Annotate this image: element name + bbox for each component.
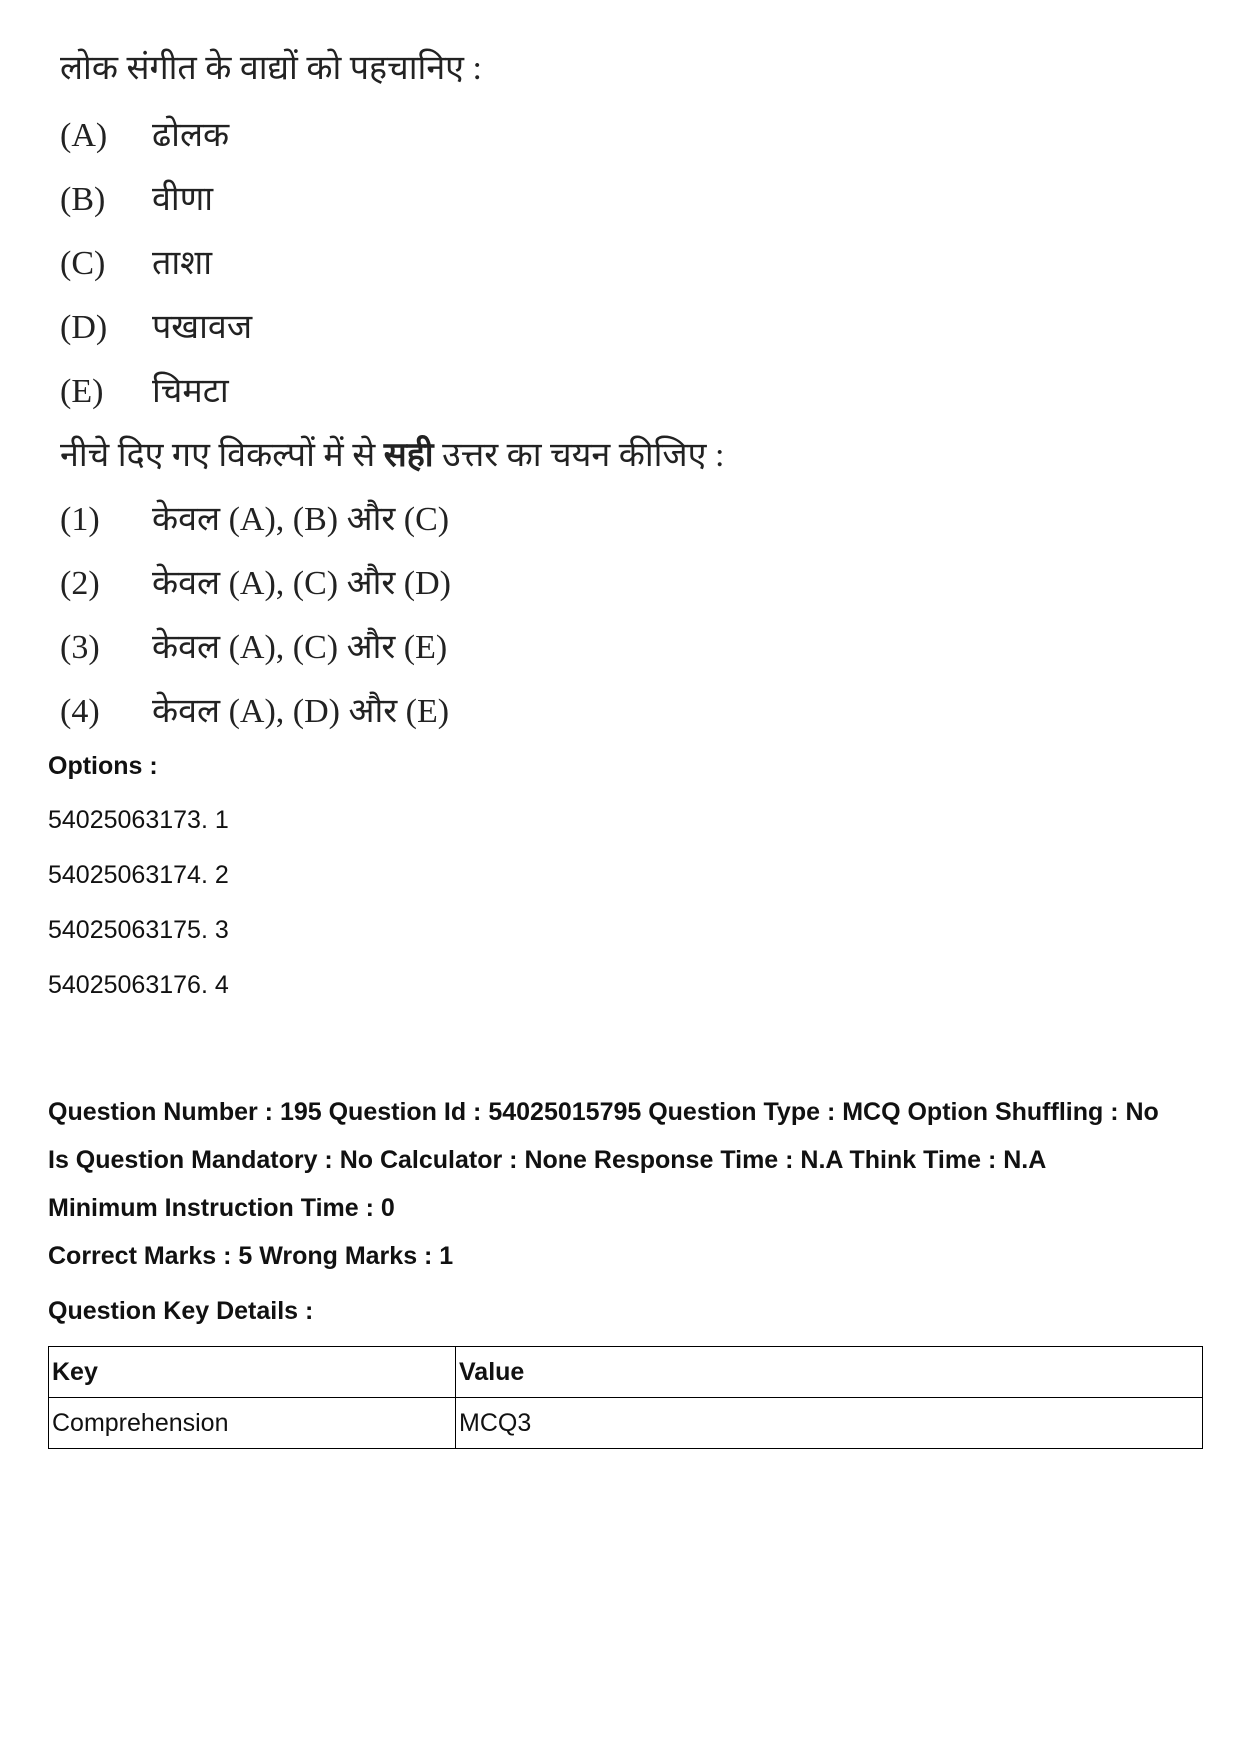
choice-text: केवल (A), (B) और (C) (152, 501, 450, 538)
question-info-line: Minimum Instruction Time : 0 (48, 1194, 395, 1222)
table-header-row (49, 1347, 1203, 1398)
choice-label: (2) (60, 565, 100, 602)
table-cell-value: MCQ3 (456, 1398, 1203, 1449)
answer-choice (60, 552, 880, 616)
table-header-value: Value (456, 1347, 1203, 1398)
table-row (49, 1398, 1203, 1449)
item-text: ताशा (152, 245, 213, 282)
item-label: (E) (60, 373, 104, 410)
instruction-post: उत्तर का चयन कीजिए : (433, 437, 725, 474)
item-label: (D) (60, 309, 108, 346)
table-cell-key: Comprehension (49, 1398, 456, 1449)
question-title: लोक संगीत के वाद्यों को पहचानिए : (60, 50, 482, 87)
question-item (60, 360, 880, 424)
question-instruction (60, 424, 880, 488)
option-item: 54025063176. 4 (48, 971, 229, 999)
choice-label: (4) (60, 693, 100, 730)
table-header-key: Key (49, 1347, 456, 1398)
question-info-line: Is Question Mandatory : No Calculator : None Response Time : N.A Think Time : N.A (48, 1146, 1047, 1174)
choice-text: केवल (A), (C) और (D) (152, 565, 451, 602)
answer-choice (60, 488, 880, 552)
option-item: 54025063174. 2 (48, 861, 229, 889)
item-label: (C) (60, 245, 106, 282)
option-item: 54025063175. 3 (48, 916, 229, 944)
question-item (60, 168, 880, 232)
choice-text: केवल (A), (D) और (E) (152, 693, 450, 730)
question-item (60, 104, 880, 168)
item-text: वीणा (152, 181, 214, 218)
question-info (48, 1088, 1218, 1232)
item-text: चिमटा (152, 373, 229, 410)
option-item: 54025063173. 1 (48, 806, 229, 834)
instruction-bold: सही (383, 437, 434, 474)
key-details-table (48, 1346, 1203, 1449)
choice-label: (3) (60, 629, 100, 666)
key-details-heading: Question Key Details : (48, 1297, 314, 1325)
question-item (60, 296, 880, 360)
marks-line: Correct Marks : 5 Wrong Marks : 1 (48, 1242, 454, 1270)
question-info-line: Question Number : 195 Question Id : 54025015795 Question Type : MCQ Option Shuffling : No (48, 1098, 1159, 1126)
options-heading: Options : (48, 752, 158, 780)
item-text: पखावज (152, 309, 253, 346)
question-item (60, 232, 880, 296)
question-image-block (60, 40, 880, 744)
instruction-pre: नीचे दिए गए विकल्पों में से (60, 437, 384, 474)
item-label: (B) (60, 181, 106, 218)
choice-label: (1) (60, 501, 100, 538)
item-label: (A) (60, 117, 108, 154)
answer-choice (60, 680, 880, 744)
answer-choice (60, 616, 880, 680)
item-text: ढोलक (152, 117, 230, 154)
choice-text: केवल (A), (C) और (E) (152, 629, 448, 666)
